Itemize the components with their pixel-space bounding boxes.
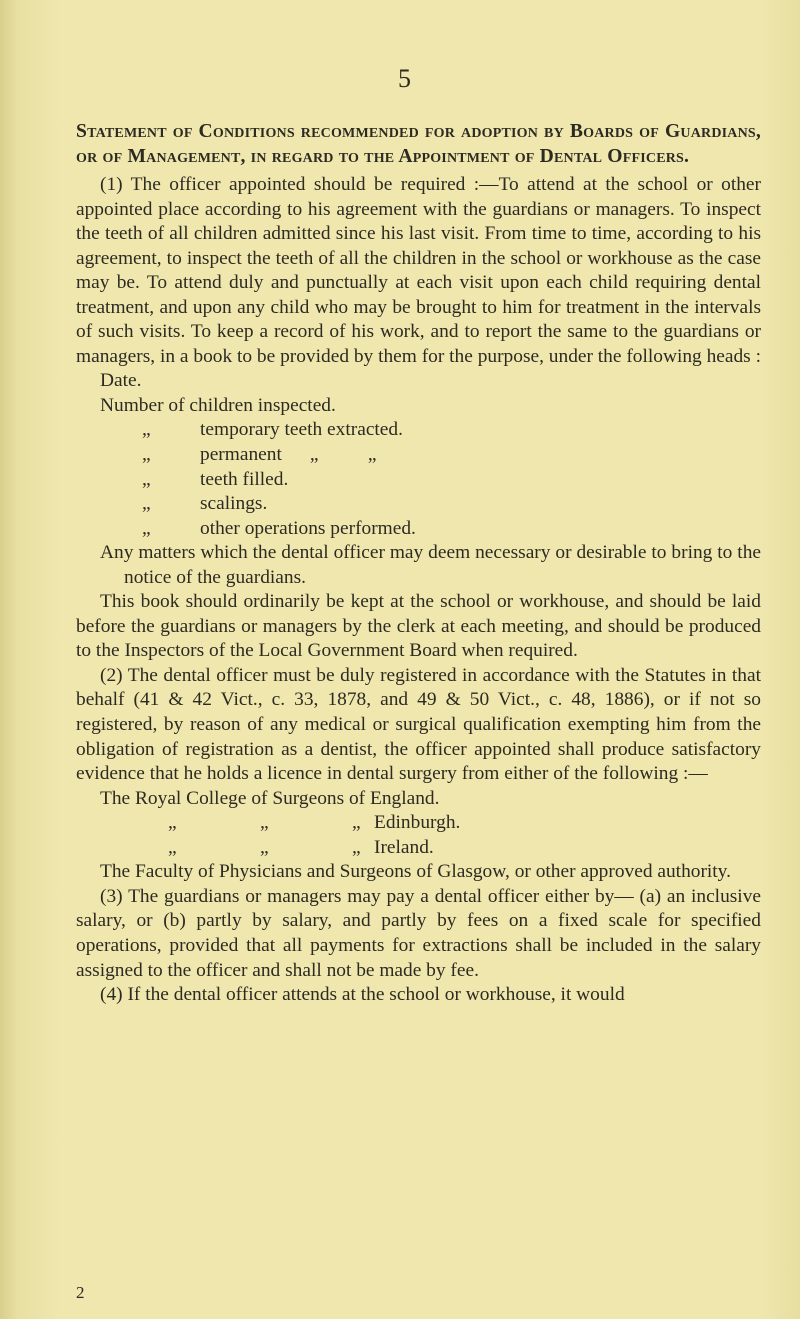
ditto-mark: „ bbox=[142, 444, 151, 466]
ditto-mark: „ bbox=[260, 812, 269, 834]
head-temporary-label: temporary teeth extracted. bbox=[200, 419, 403, 441]
head-permanent bbox=[76, 443, 761, 468]
ditto-mark: „ bbox=[142, 419, 151, 441]
head-other-label: other operations performed. bbox=[200, 517, 416, 539]
ditto-mark: „ bbox=[309, 444, 319, 466]
ditto-mark: „ bbox=[352, 836, 361, 858]
body-ireland-label: Ireland. bbox=[374, 836, 434, 858]
head-filled bbox=[76, 468, 761, 493]
head-scalings bbox=[76, 492, 761, 517]
paragraph-3: (3) The guardians or managers may pay a dental officer either by— (a) an inclusive salary, or (b) partly by salary, and partly by fees on a fixed scale for specified operations, provided that all payments for extractions shall be included in the salary assigned to the officer and shall not be made by fee. bbox=[76, 885, 761, 981]
ditto-mark: „ bbox=[367, 444, 377, 466]
ditto-mark: „ bbox=[142, 517, 151, 539]
ditto-mark: „ bbox=[260, 836, 269, 858]
body-ireland bbox=[76, 836, 761, 861]
head-scalings-label: scalings. bbox=[200, 493, 268, 515]
head-temporary bbox=[76, 418, 761, 443]
signature-mark: 2 bbox=[76, 1283, 85, 1302]
ditto-mark: „ bbox=[352, 812, 361, 834]
paragraph-1: (1) The officer appointed should be required :—To attend at the school or other appointed place according to his agreement with the guardians or managers. To inspect the teeth of all children admitted since his last visit. From time to time, according to his agreement, to inspect the teeth of all the children in the school or workhouse as the case may be. To attend duly and punctually at each visit upon each child requiring dental treatment, and upon any child who may be brought to him for treatment in the intervals of such visits. To keep a record of his work, and to report the same to the guardians or managers, in a book to be provided by them for the purpose, under the following heads : bbox=[76, 174, 761, 367]
head-date: Date. bbox=[100, 370, 142, 392]
paragraph-4: (4) If the dental officer attends at the school or workhouse, it would bbox=[100, 984, 625, 1006]
document-title: Statement of Conditions recommended for adoption by Boards of Guardians, or of Management, in regard to the Appointment of Dental Officers. bbox=[76, 121, 761, 167]
head-other bbox=[76, 517, 761, 542]
head-permanent-label: permanent bbox=[200, 444, 282, 466]
body-edinburgh bbox=[76, 811, 761, 836]
paragraph-2: (2) The dental officer must be duly registered in accordance with the Statutes in that behalf (41 & 42 Vict., c. 33, 1878, and 49 & 50 Vict., c. 48, 1886), or if not so registered, by reason of any medical or surgical qualification exempting him from the obligation of registration as a dentist, the officer appointed shall produce satisfactory evidence that he holds a licence in dental surgery from either of the following :— bbox=[76, 664, 761, 785]
head-filled-label: teeth filled. bbox=[200, 468, 289, 490]
ditto-mark: „ bbox=[142, 493, 151, 515]
body-glasgow: The Faculty of Physicians and Surgeons of Glasgow, or other approved authority. bbox=[100, 861, 731, 883]
book-paragraph: This book should ordinarily be kept at the school or workhouse, and should be laid before the guardians or managers by the clerk at each meeting, and should be produced to the Inspectors of the Local Government Board when required. bbox=[76, 591, 761, 662]
head-number: Number of children inspected. bbox=[100, 394, 336, 416]
any-matters: Any matters which the dental officer may deem necessary or desirable to bring to the notice of the guardians. bbox=[100, 542, 761, 588]
body-edinburgh-label: Edinburgh. bbox=[374, 812, 461, 834]
ditto-mark: „ bbox=[168, 836, 177, 858]
ditto-mark: „ bbox=[168, 812, 177, 834]
ditto-mark: „ bbox=[142, 468, 151, 490]
document-body bbox=[76, 120, 761, 1008]
body-england: The Royal College of Surgeons of England. bbox=[100, 787, 440, 809]
page-number: 5 bbox=[398, 64, 411, 93]
